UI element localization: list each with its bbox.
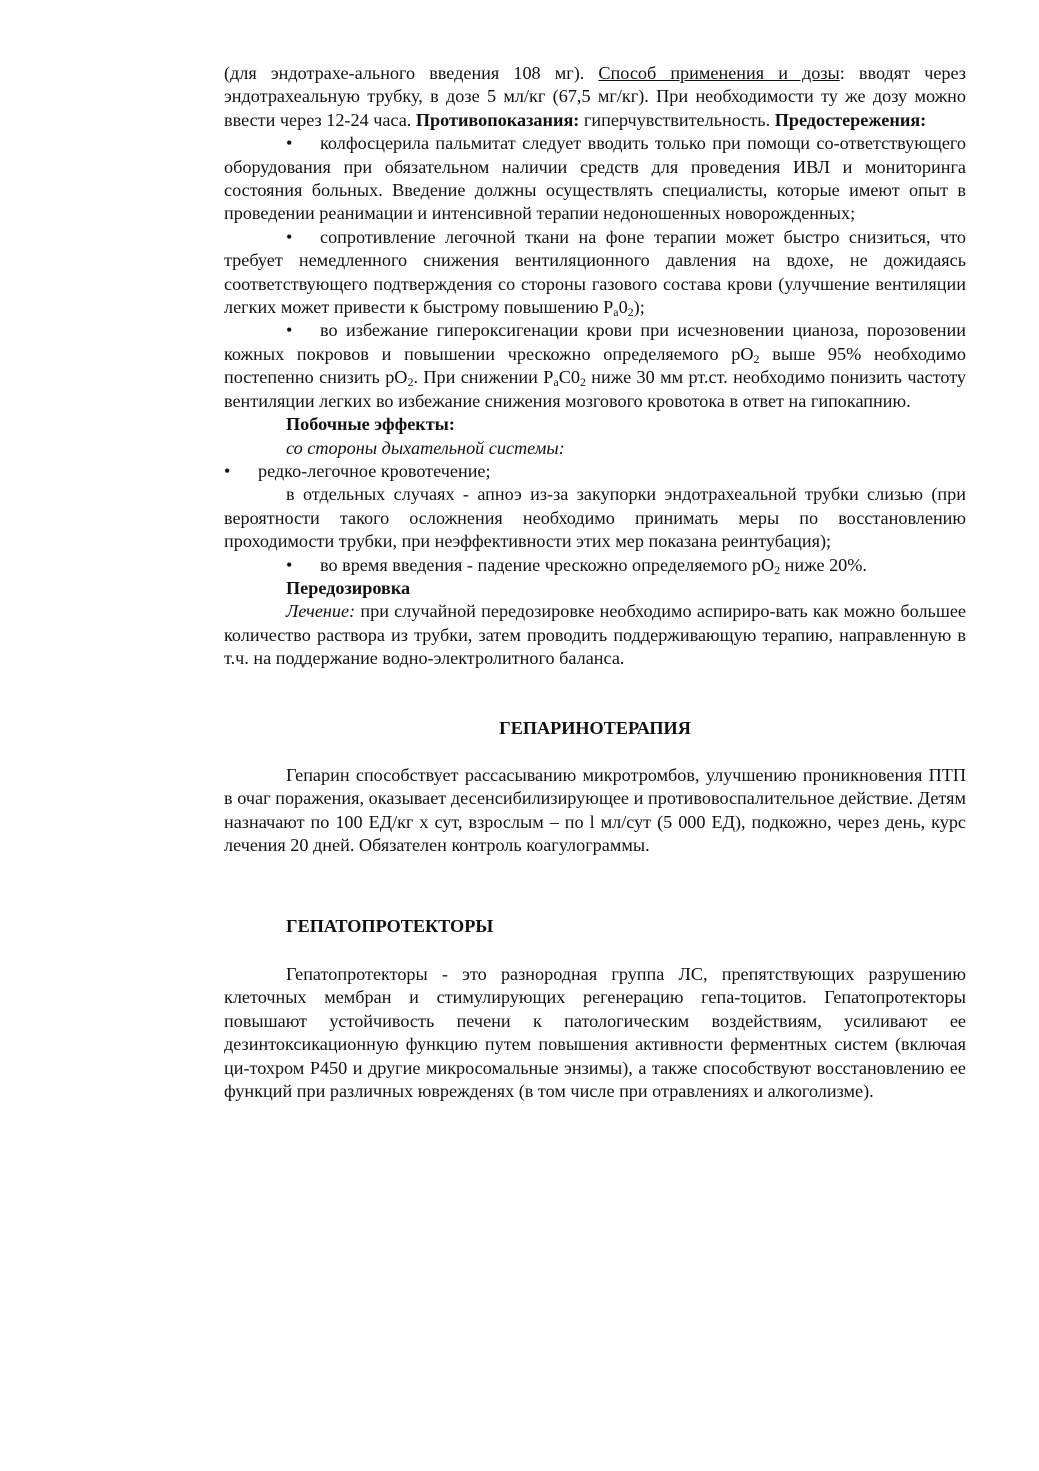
subscript: 2: [407, 375, 414, 390]
caution-item-2: [224, 226, 966, 320]
bullet-text: C0: [558, 367, 580, 388]
overdose-paragraph: [224, 600, 966, 670]
bullet-text: . При снижении P: [413, 367, 554, 388]
side-effect-paragraph: в отдельных случаях - апноэ из-за закупорки эндотрахеальной трубки слизью (при вероятности такого осложнения необходимо принимать меры по восстановлению проходимости трубки, при неэффективности этих мер показана реинтубация);: [224, 484, 966, 552]
bullet-text: );: [633, 297, 645, 318]
subscript: 2: [627, 305, 634, 320]
caution-item-3: [224, 319, 966, 413]
cautions-label: Предостережения:: [774, 109, 927, 130]
caution-item-1: [224, 132, 966, 226]
bullet-text: ниже 20%.: [780, 554, 867, 575]
bullet-text: во время введения - падение чрескожно определяемого pO: [320, 554, 775, 575]
bullet-text: 0: [618, 297, 628, 318]
bullet-text: ниже 30 мм рт.ст. необходимо понизить частоту вентиляции легких во избежание снижения мозгового кровотока в ответ на гипокапнию.: [224, 367, 966, 411]
side-effect-item-2: [224, 554, 966, 577]
subscript: 2: [774, 562, 781, 577]
bullet-icon: •: [286, 554, 293, 575]
spacer: [224, 938, 966, 963]
bullet-text: колфосцерила пальмитат следует вводить только при помощи со-ответствующего оборудования при обязательном наличии средств для проведения ИВЛ и мониторинга состояния больных. Введение должны осуществлять специалисты, которые имеют опыт в проведении реанимации и интенсивной терапии недоношенных новорожденных;: [224, 133, 966, 224]
spacer: [224, 858, 966, 915]
subscript: a: [553, 375, 559, 390]
method-label: Способ применения и дозы: [598, 63, 840, 83]
bullet-text: сопротивление легочной ткани на фоне терапии может быстро снизиться, что требует немедленного снижения вентиляционного давления на вдохе, не дожидаясь соответствующего подтверждения со стороны газового состава крови (улучшение вентиляции легких может привести к быстрому повышению P: [224, 226, 966, 318]
hepatoprotectors-paragraph: Гепатопротекторы - это разнородная группа ЛС, препятствующих разрушению клеточных мембран и стимулирующих регенерацию гепа-тоцитов. Гепатопротекторы повышают устойчивость печени к патологическим воздействиям, усиливают ее дезинтоксикационную функцию путем повышения активности ферментных систем (включая ци-тохром P450 и другие микросомальные энзимы), а также способствуют восстановлению ее функций при различных юврежденях (в том числе при отравлениях и алкоголизме).: [224, 964, 966, 1102]
text-fragment: гиперчувствительность.: [579, 109, 775, 130]
hepatoprotectors-heading: ГЕПАТОПРОТЕКТОРЫ: [286, 915, 494, 936]
subscript: a: [613, 305, 619, 320]
paragraph-dosage: [224, 62, 966, 132]
contraindications-label: Противопоказания:: [415, 109, 580, 130]
overdose-heading: Передозировка: [286, 577, 411, 598]
side-effects-heading: Побочные эффекты:: [286, 414, 455, 435]
bullet-icon: •: [224, 460, 231, 481]
treatment-label: Лечение:: [286, 601, 356, 622]
heparin-paragraph: Гепарин способствует рассасыванию микротромбов, улучшению проникновения ПТП в очаг поражения, оказывает десенсибилизирующее и противовоспалительное действие. Детям назначают по 100 ЕД/кг х сут, взрослым – по l мл/сут (5 000 ЕД), подкожно, через день, курс лечения 20 дней. Обязателен контроль коагулограммы.: [224, 764, 966, 856]
subscript: 2: [579, 375, 586, 390]
heparin-heading: ГЕПАРИНОТЕРАПИЯ: [499, 717, 691, 738]
bullet-icon: •: [286, 226, 293, 247]
bullet-icon: •: [286, 320, 293, 341]
bullet-text: выше 95% необходимо постепенно снизить pO: [224, 343, 966, 388]
bullet-text: редко-легочное кровотечение;: [258, 460, 491, 481]
subscript: 2: [753, 351, 760, 366]
text-fragment: (для эндотрахе-ального введения 108 мг).: [224, 63, 599, 83]
spacer: [224, 671, 966, 717]
side-effects-subheading: со стороны дыхательной системы:: [286, 437, 565, 458]
text-fragment: : вводят через эндотрахеальную трубку, в дозе 5 мл/кг (67,5 мг/кг). При необходимости ту же дозу можно ввести через 12-24 часа.: [224, 63, 966, 130]
spacer: [224, 740, 966, 764]
bullet-text: во избежание гипероксигенации крови при исчезновении цианоза, порозовении кожных покровов и повышении чрескожно определяемого pO: [224, 320, 966, 364]
side-effect-item-1: [224, 460, 966, 483]
bullet-icon: •: [286, 133, 293, 154]
text-fragment: при случайной передозировке необходимо аспириро-вать как можно большее количество раствора из трубки, затем проводить поддерживающую терапию, направленную в т.ч. на поддержание водно-электролитного баланса.: [224, 601, 966, 669]
document-page: [224, 62, 966, 1103]
